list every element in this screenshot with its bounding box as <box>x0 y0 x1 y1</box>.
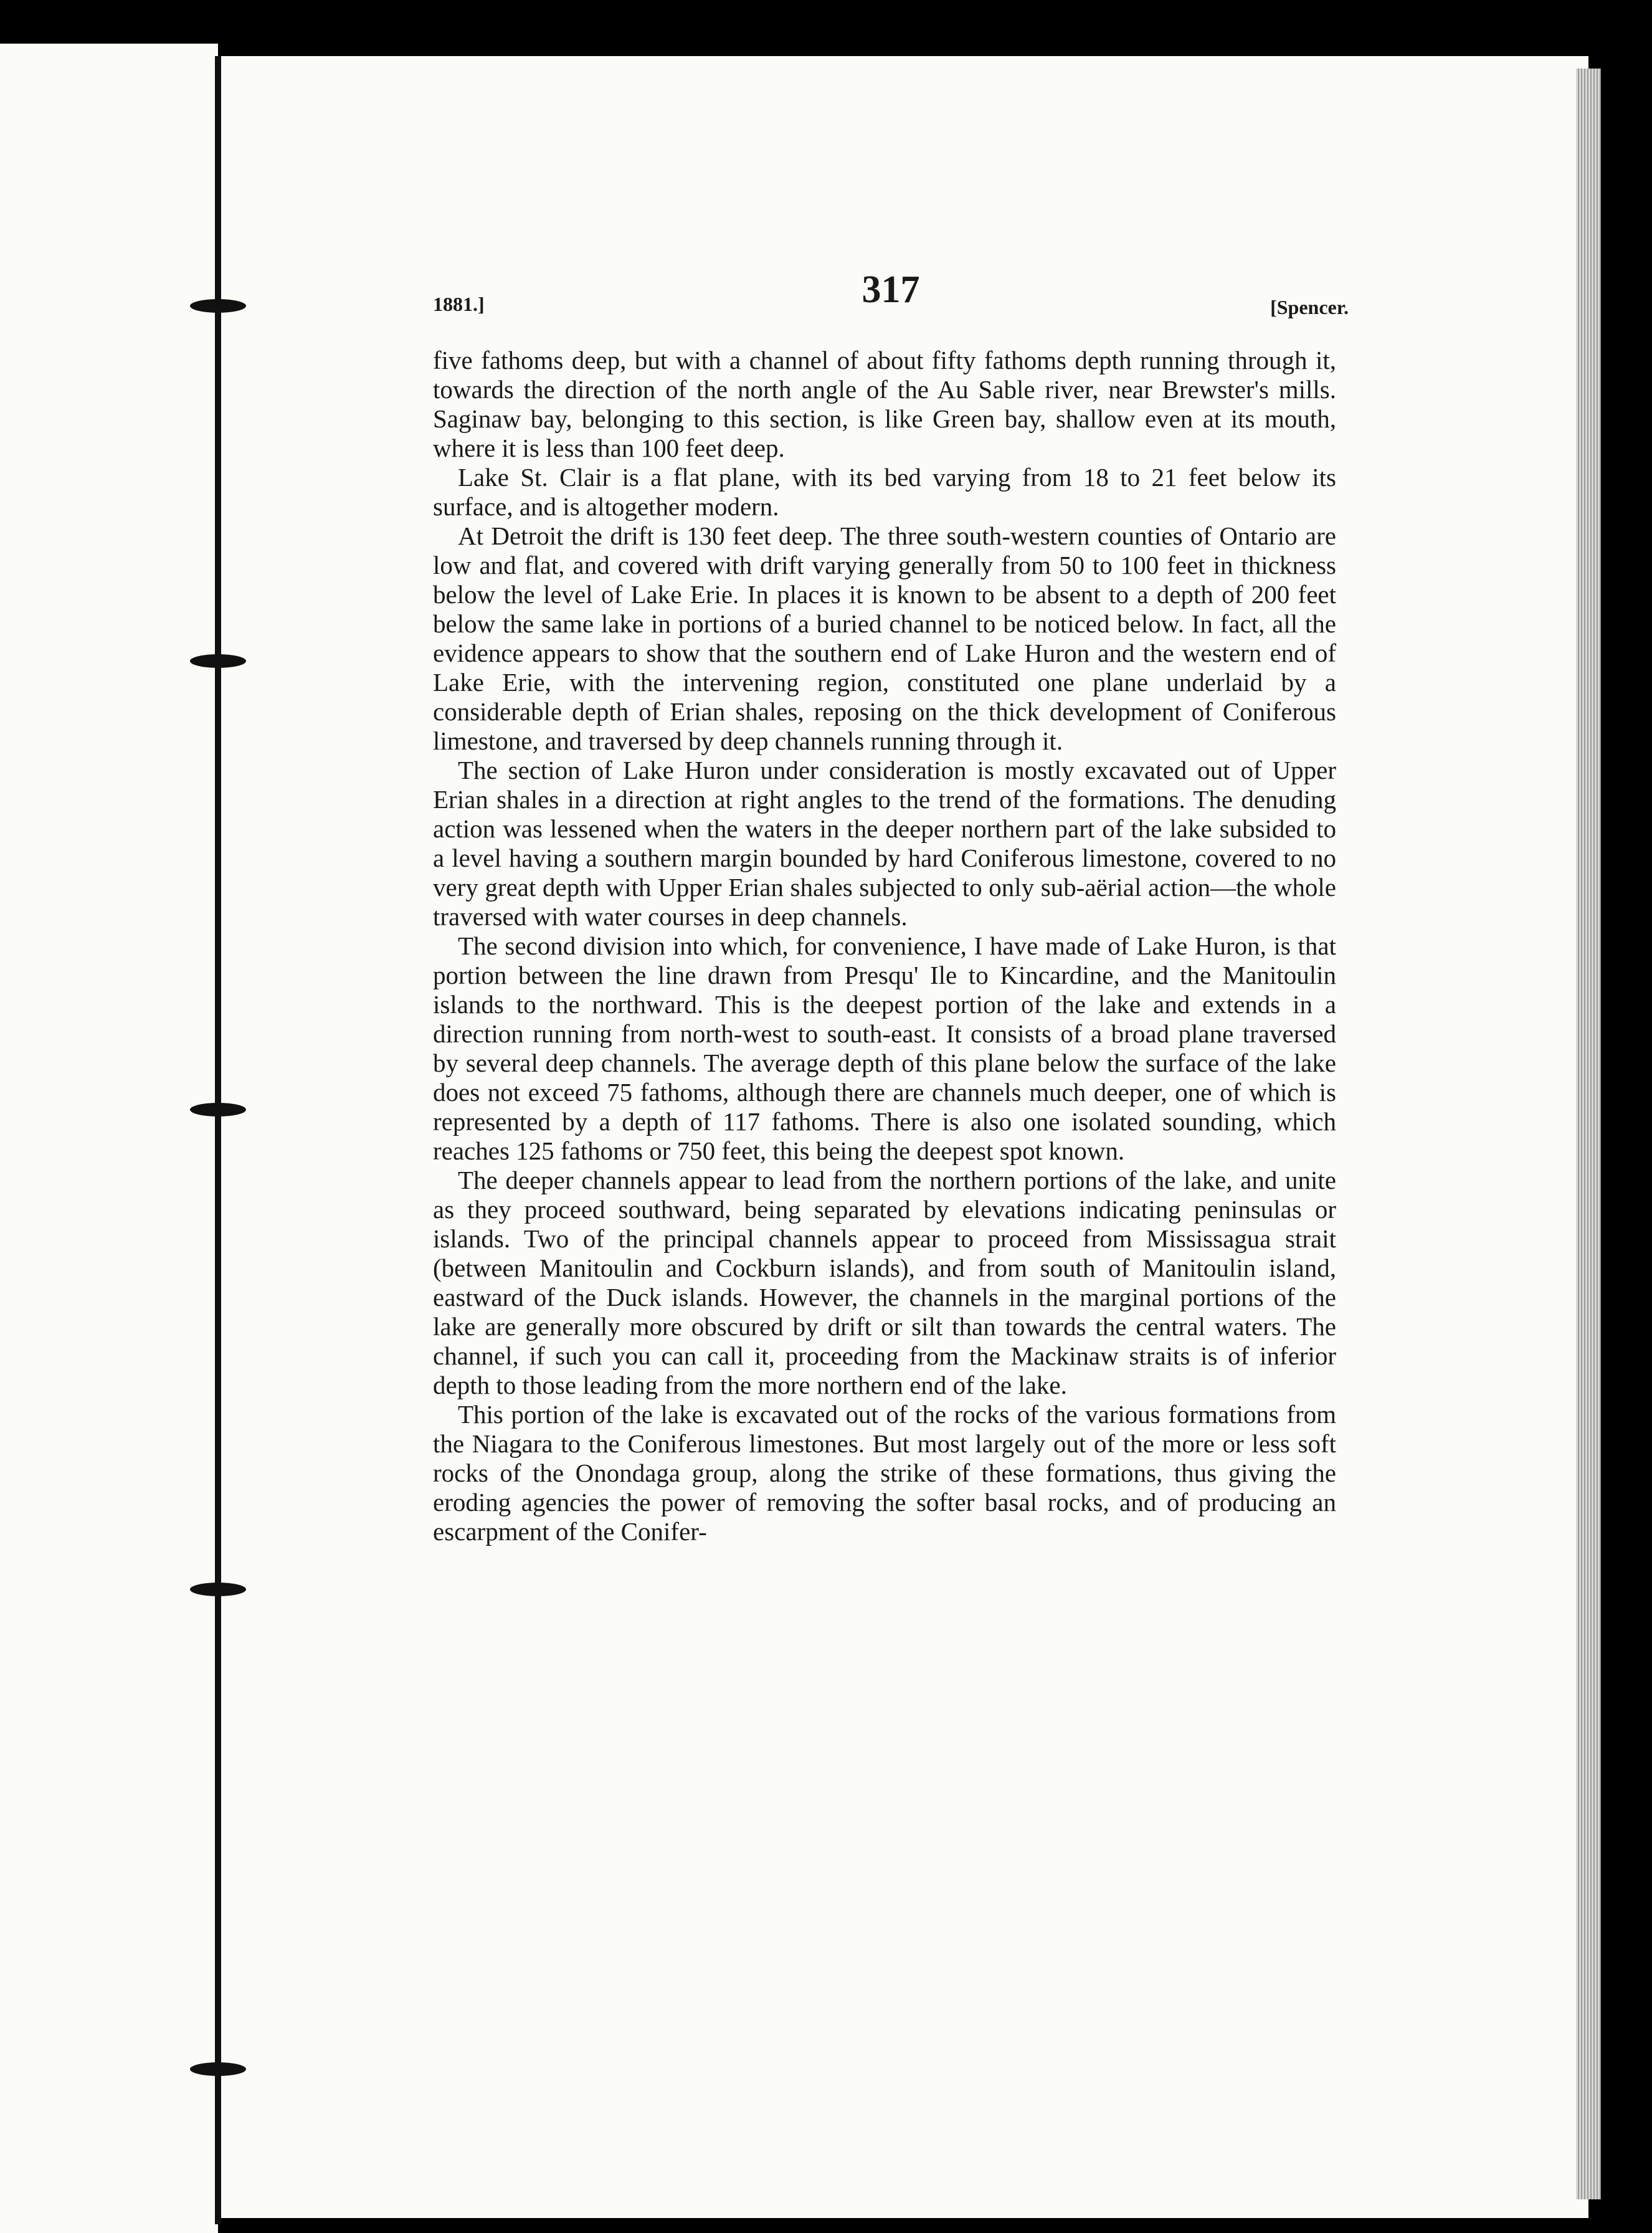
page-edges <box>1576 69 1601 2199</box>
paragraph: At Detroit the drift is 130 feet deep. The three south-western counties of Ontario are low and flat, and covered with drift varying generally from 50 to 100 feet in thickness below the level of Lake Erie. In places it is known to be absent to a depth of 200 feet below the same lake in portions of a buried channel to be noticed below. In fact, all the evidence appears to show that the southern end of Lake Huron and the western end of Lake Erie, with the intervening region, constituted one plane underlaid by a considerable depth of Erian shales, reposing on the thick development of Coniferous limestone, and traversed by deep channels running through it. <box>433 521 1336 755</box>
paragraph: The second division into which, for convenience, I have made of Lake Huron, is that portion between the line drawn from Presqu' Ile to Kincardine, and the Manitoulin islands to the northward. This is the deepest portion of the lake and extends in a direction running from north-west to south-east. It consists of a broad plane traversed by several deep channels. The average depth of this plane below the surface of the lake does not exceed 75 fathoms, although there are channels much deeper, one of which is represented by a depth of 117 fathoms. There is also one isolated sounding, which reaches 125 fathoms or 750 feet, this being the deepest spot known. <box>433 931 1336 1165</box>
paragraph: Lake St. Clair is a flat plane, with its bed varying from 18 to 21 feet below its surface, and is altogether modern. <box>433 463 1336 521</box>
binding-stitch <box>190 654 246 668</box>
left-page-leaf <box>0 44 218 2233</box>
page-number: 317 <box>862 269 920 311</box>
binding-stitch <box>190 1103 246 1116</box>
paragraph: The deeper channels appear to lead from the northern portions of the lake, and unite as they proceed southward, being separated by elevations indicating peninsulas or islands. Two of the principal channels appear to proceed from Mississagua strait (between Manitoulin and Cockburn islands), and from south of Manitoulin island, eastward of the Duck islands. However, the channels in the marginal portions of the lake are generally more obscured by drift or silt than towards the central waters. The channel, if such you can call it, proceeding from the Mackinaw straits is of inferior depth to those leading from the more northern end of the lake. <box>433 1166 1336 1399</box>
binding-stitch <box>190 299 246 313</box>
binding-stitch <box>190 1583 246 1596</box>
binding-stitch <box>190 2062 246 2076</box>
header-year: 1881.] <box>433 293 485 315</box>
body-text <box>433 346 1336 1546</box>
paragraph: The section of Lake Huron under consideration is mostly excavated out of Upper Erian shales in a direction at right angles to the trend of the formations. The denuding action was lessened when the waters in the deeper northern part of the lake subsided to a level having a southern margin bounded by hard Coniferous limestone, covered to no very great depth with Upper Erian shales subjected to only sub-aërial action—the whole traversed with water courses in deep channels. <box>433 756 1336 931</box>
paragraph: This portion of the lake is excavated out of the rocks of the various formations from the Niagara to the Coniferous limestones. But most largely out of the more or less soft rocks of the Onondaga group, along the strike of these formations, thus giving the eroding agencies the power of removing the softer basal rocks, and of producing an escarpment of the Conifer- <box>433 1400 1336 1546</box>
header-author: [Spencer. <box>1270 296 1349 318</box>
binding-gutter <box>215 56 221 2224</box>
paragraph: five fathoms deep, but with a channel of about fifty fathoms depth running through it, towards the direction of the north angle of the Au Sable river, near Brewster's mills. Saginaw bay, belonging to this section, is like Green bay, shallow even at its mouth, where it is less than 100 feet deep. <box>433 346 1336 462</box>
running-header <box>433 268 1349 324</box>
